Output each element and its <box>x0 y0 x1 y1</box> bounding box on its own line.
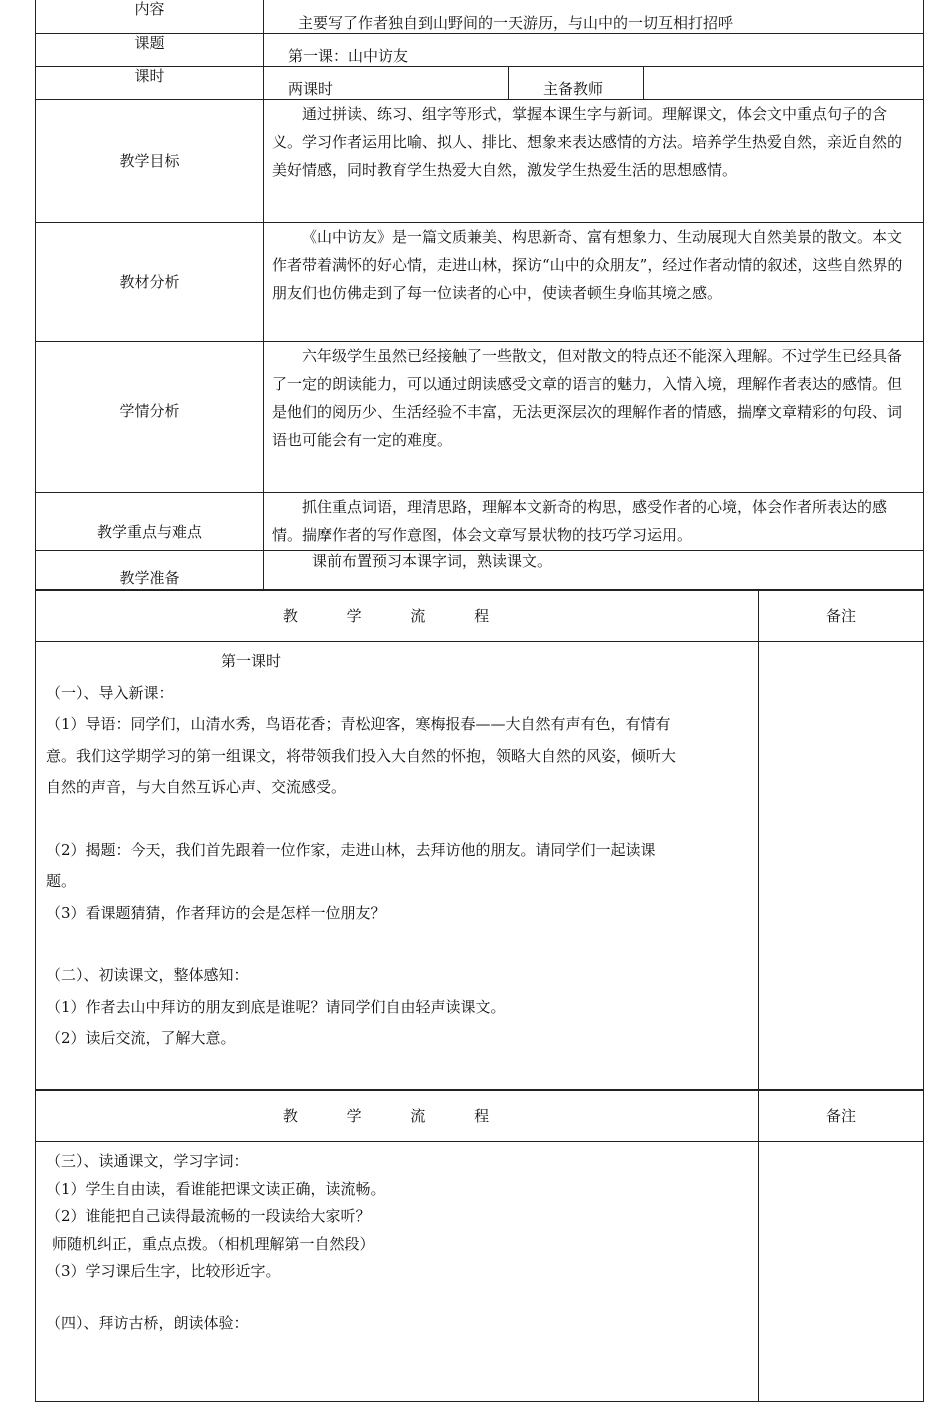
flow-line: （3）学习课后生字，比较形近字。 <box>46 1262 281 1280</box>
flow-line: 师随机纠正，重点点拨。（相机理解第一自然段） <box>52 1234 375 1253</box>
flow-line: （三）、读通课文，学习字词： <box>46 1152 249 1170</box>
periods-label: 课时 <box>36 67 264 100</box>
flow-line: 题。 <box>46 872 77 890</box>
lesson-info-table <box>35 0 924 590</box>
content-label: 内容 <box>36 0 264 34</box>
topic-text: 第一课：山中访友 <box>264 34 924 67</box>
flow-line: （二）、初读课文，整体感知： <box>46 966 249 984</box>
flow-line <box>46 804 758 835</box>
flow-line: （四）、拜访古桥，朗读体验： <box>46 1313 249 1332</box>
flow-header <box>36 1091 759 1142</box>
prep-label: 教学准备 <box>36 551 264 590</box>
flow-line: （2）揭题：今天，我们首先跟着一位作家，走进山林，去拜访他的朋友。请同学们一起读课 <box>46 840 656 859</box>
flow-line: （1）学生自由读，看谁能把课文读正确，读流畅。 <box>46 1179 386 1198</box>
note-cell-1 <box>759 642 924 1090</box>
goals-text: 通过拼读、练习、组字等形式，掌握本课生字与新词。理解课文，体会文中重点句子的含义。学习作者运用比喻、拟人、排比、想象来表达感情的方法。培养学生热爱自然，亲近自然的美好情感，同时教育学生热爱大自然，激发学生热爱生活的思想感情。 <box>264 100 924 223</box>
flow-line: （2）谁能把自己读得最流畅的一段读给大家听？ <box>46 1207 371 1225</box>
flow-header <box>36 591 759 642</box>
flow-line: （1）作者去山中拜访的朋友到底是谁呢？请同学们自由轻声读课文。 <box>46 997 506 1016</box>
flow-table-1 <box>35 590 924 1090</box>
students-label: 学情分析 <box>36 342 264 493</box>
flow-line: （1）导语：同学们，山清水秀，鸟语花香；青松迎客，寒梅报春——大自然有声有色，有情有 <box>46 715 671 733</box>
material-label: 教材分析 <box>36 223 264 342</box>
content-text: 主要写了作者独自到山野间的一天游历，与山中的一切互相打招呼 <box>264 0 924 34</box>
flow-content-2 <box>36 1142 759 1402</box>
teacher-value <box>644 67 924 100</box>
flow-content-1 <box>36 642 759 1090</box>
focus-text: 抓住重点词语，理清思路，理解本文新奇的构思，感受作者的心境，体会作者所表达的感情。揣摩作者的写作意图，体会文章写景状物的技巧学习运用。 <box>264 493 924 551</box>
focus-label: 教学重点与难点 <box>36 493 264 551</box>
flow-line: 自然的声音，与大自然互诉心声、交流感受。 <box>46 778 347 796</box>
flow-header-text: 教 学 流 程 <box>282 607 512 625</box>
note-cell-2 <box>759 1142 924 1402</box>
periods-text: 两课时 <box>264 67 509 100</box>
flow-line: （一）、导入新课： <box>46 683 174 702</box>
flow-line <box>46 929 758 960</box>
topic-label: 课题 <box>36 34 264 67</box>
material-text: 《山中访友》是一篇文质兼美、构思新奇、富有想象力、生动展现大自然美景的散文。本文作者带着满怀的好心情，走进山林，探访“山中的众朋友”，经过作者动情的叙述，这些自然界的朋友们也仿佛走到了每一位读者的心中，使读者顿生身临其境之感。 <box>264 223 924 342</box>
flow-line: 第一课时 <box>221 652 282 670</box>
flow-line <box>46 1286 758 1310</box>
flow-header-text: 教 学 流 程 <box>282 1107 512 1125</box>
note-header: 备注 <box>759 1091 924 1142</box>
flow-line: （3）看课题猜猜，作者拜访的会是怎样一位朋友？ <box>46 903 386 922</box>
flow-line: 意。我们这学期学习的第一组课文，将带领我们投入大自然的怀抱，领略大自然的风姿，倾听大 <box>46 746 677 765</box>
teacher-label: 主备教师 <box>509 67 644 100</box>
prep-text: 课前布置预习本课字词，熟读课文。 <box>264 551 924 590</box>
flow-line: （2）读后交流，了解大意。 <box>46 1029 236 1047</box>
goals-label: 教学目标 <box>36 100 264 223</box>
flow-table-2 <box>35 1090 924 1402</box>
note-header: 备注 <box>759 591 924 642</box>
students-text: 六年级学生虽然已经接触了一些散文，但对散文的特点还不能深入理解。不过学生已经具备了一定的朗读能力，可以通过朗读感受文章的语言的魅力，入情入境，理解作者表达的感情。但是他们的阅历少、生活经验不丰富，无法更深层次的理解作者的情感，揣摩文章精彩的句段、词语也可能会有一定的难度。 <box>264 342 924 493</box>
